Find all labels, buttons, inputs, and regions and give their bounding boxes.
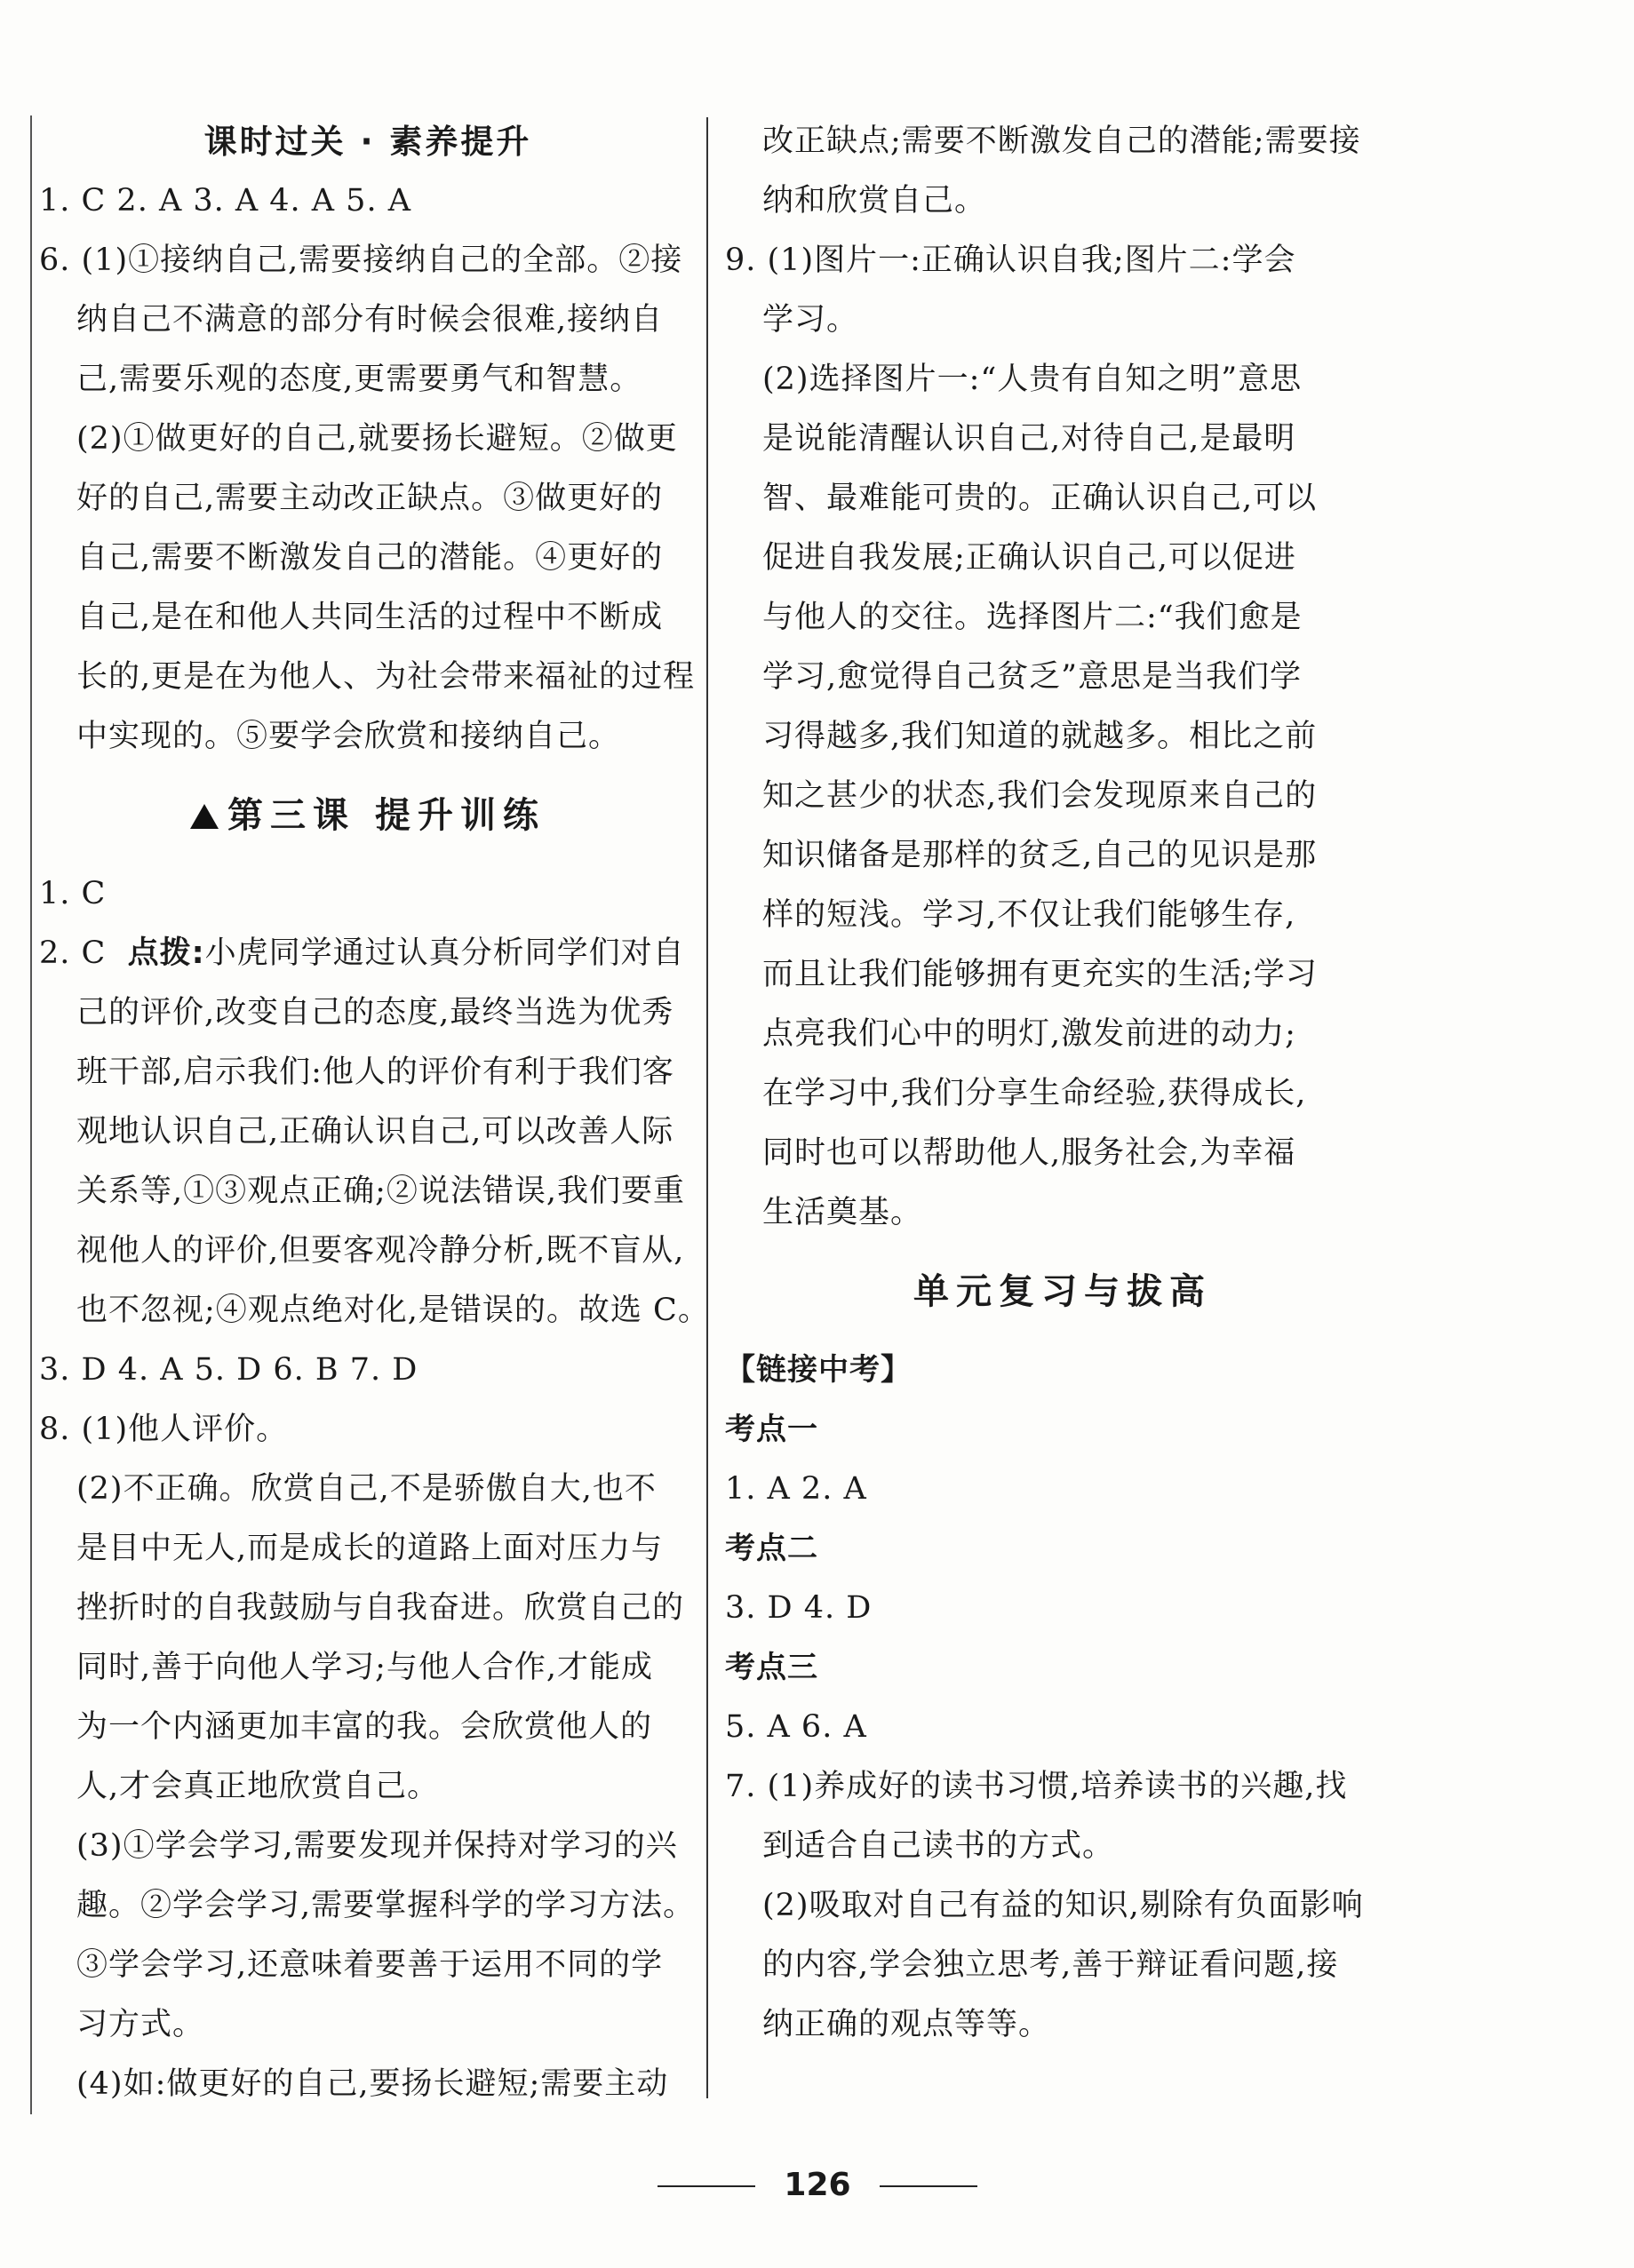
answer-line: 知之甚少的状态,我们会发现原来自己的 <box>762 778 1318 814</box>
right-column <box>725 112 1400 2055</box>
page-footer <box>0 2159 1634 2212</box>
answer-line: 生活奠基。 <box>762 1195 923 1230</box>
lesson-heading <box>39 767 697 864</box>
answer-line: 改正缺点;需要不断激发自己的潜能;需要接 <box>762 123 1361 159</box>
lesson-heading-text: 第三课 提升训练 <box>227 795 546 836</box>
answer-line: 纳自己不满意的部分有时候会很难,接纳自 <box>76 302 664 338</box>
answer-line: ③学会学习,还意味着要善于运用不同的学 <box>76 1947 664 1983</box>
page-number: 126 <box>784 2167 851 2203</box>
answer-line: 纳正确的观点等等。 <box>762 2007 1051 2042</box>
answer-line: 己的评价,改变自己的态度,最终当选为优秀 <box>76 995 674 1031</box>
answer-line: 智、最难能可贵的。正确认识自己,可以 <box>762 481 1318 516</box>
exam-point-label: 考点二 <box>725 1531 818 1566</box>
answer-line: 6. (1)①接纳自己,需要接纳自己的全部。②接 <box>39 243 683 278</box>
answer-line: 1. A 2. A <box>725 1471 867 1507</box>
left-column <box>39 112 710 2114</box>
answer-line: 1. C 2. A 3. A 4. A 5. A <box>39 183 411 219</box>
edge-rule <box>30 115 32 2114</box>
answer-line: 而且让我们能够拥有更充实的生活;学习 <box>762 957 1318 992</box>
answer-line: 5. A 6. A <box>725 1709 867 1745</box>
hint-label: 点拨: <box>127 935 205 971</box>
answer-line: 的内容,学会独立思考,善于辩证看问题,接 <box>762 1947 1339 1983</box>
answer-line: 好的自己,需要主动改正缺点。③做更好的 <box>76 481 664 516</box>
column-divider <box>706 117 708 2098</box>
answer-line: 同时,善于向他人学习;与他人合作,才能成 <box>76 1650 654 1685</box>
cropped-edge-text <box>0 107 25 2114</box>
answer-line: 与他人的交往。选择图片二:“我们愈是 <box>762 600 1303 635</box>
answer-line: 为一个内涵更加丰富的我。会欣赏他人的 <box>76 1709 653 1745</box>
answer-line: 到适合自己读书的方式。 <box>762 1828 1115 1864</box>
answer-line: 视他人的评价,但要客观冷静分析,既不盲从, <box>76 1233 685 1269</box>
triangle-icon <box>190 804 219 829</box>
answer-line: 8. (1)他人评价。 <box>39 1412 289 1447</box>
link-exam-label: 【链接中考】 <box>725 1352 912 1388</box>
answer-line: 样的短浅。学习,不仅让我们能够生存, <box>762 897 1296 933</box>
answer-line-hint <box>39 924 697 983</box>
answer-line: 3. D 4. D <box>725 1590 873 1626</box>
answer-line: 习方式。 <box>76 2007 205 2042</box>
answer-line: 人,才会真正地欣赏自己。 <box>76 1769 440 1804</box>
footer-rule-right <box>880 2185 977 2187</box>
answer-line: (3)①学会学习,需要发现并保持对学习的兴 <box>76 1828 678 1864</box>
answer-line: 9. (1)图片一:正确认识自我;图片二:学会 <box>725 243 1296 278</box>
answer-line: (2)吸取对自己有益的知识,剔除有负面影响 <box>762 1888 1364 1923</box>
answer-line: 观地认识自己,正确认识自己,可以改善人际 <box>76 1114 674 1150</box>
answer-line: 班干部,启示我们:他人的评价有利于我们客 <box>76 1054 674 1090</box>
answer-line: 中实现的。⑤要学会欣赏和接纳自己。 <box>76 719 621 754</box>
answer-line: 学习。 <box>762 302 859 338</box>
answer-line: 己,需要乐观的态度,更需要勇气和智慧。 <box>76 362 642 397</box>
answer-line: 点亮我们心中的明灯,激发前进的动力; <box>762 1016 1296 1052</box>
answer-line: 趣。②学会学习,需要掌握科学的学习方法。 <box>76 1888 696 1923</box>
answer-line: 关系等,①③观点正确;②说法错误,我们要重 <box>76 1174 686 1209</box>
answer-line: (2)不正确。欣赏自己,不是骄傲自大,也不 <box>76 1471 657 1507</box>
answer-line: 习得越多,我们知道的就越多。相比之前 <box>762 719 1318 754</box>
answer-line: 长的,更是在为他人、为社会带来福祉的过程 <box>76 659 696 695</box>
answer-line: 是说能清醒认识自己,对待自己,是最明 <box>762 421 1296 457</box>
answer-line: 自己,是在和他人共同生活的过程中不断成 <box>76 600 664 635</box>
exam-point-label: 考点三 <box>725 1650 818 1685</box>
answer-line: 知识储备是那样的贫乏,自己的见识是那 <box>762 838 1318 873</box>
hint-text: 小虎同学通过认真分析同学们对自 <box>204 935 685 971</box>
question-number: 2. C <box>39 935 107 971</box>
answer-line: 自己,需要不断激发自己的潜能。④更好的 <box>76 540 664 576</box>
answer-line: 7. (1)养成好的读书习惯,培养读书的兴趣,找 <box>725 1769 1348 1804</box>
footer-rule-left <box>658 2185 755 2187</box>
answer-line: 促进自我发展;正确认识自己,可以促进 <box>762 540 1296 576</box>
answer-line: 也不忽视;④观点绝对化,是错误的。故选 C。 <box>76 1293 710 1328</box>
answer-line: 是目中无人,而是成长的道路上面对压力与 <box>76 1531 664 1566</box>
answer-line: 3. D 4. A 5. D 6. B 7. D <box>39 1352 418 1388</box>
exam-point-label: 考点一 <box>725 1412 818 1447</box>
answer-line: 1. C <box>39 876 107 911</box>
unit-heading: 单元复习与拔高 <box>913 1271 1212 1312</box>
answer-line: 纳和欣赏自己。 <box>762 183 987 219</box>
answer-line: 同时也可以帮助他人,服务社会,为幸福 <box>762 1135 1296 1171</box>
answer-line: (4)如:做更好的自己,要扬长避短;需要主动 <box>76 2066 669 2102</box>
answer-line: (2)①做更好的自己,就要扬长避短。②做更 <box>76 421 678 457</box>
answer-line: 学习,愈觉得自己贫乏”意思是当我们学 <box>762 659 1303 695</box>
section-heading: 课时过关 · 素养提升 <box>203 123 532 161</box>
answer-line: 在学习中,我们分享生命经验,获得成长, <box>762 1076 1307 1111</box>
answer-line: (2)选择图片一:“人贵有自知之明”意思 <box>762 362 1303 397</box>
answer-line: 挫折时的自我鼓励与自我奋进。欣赏自己的 <box>76 1590 685 1626</box>
